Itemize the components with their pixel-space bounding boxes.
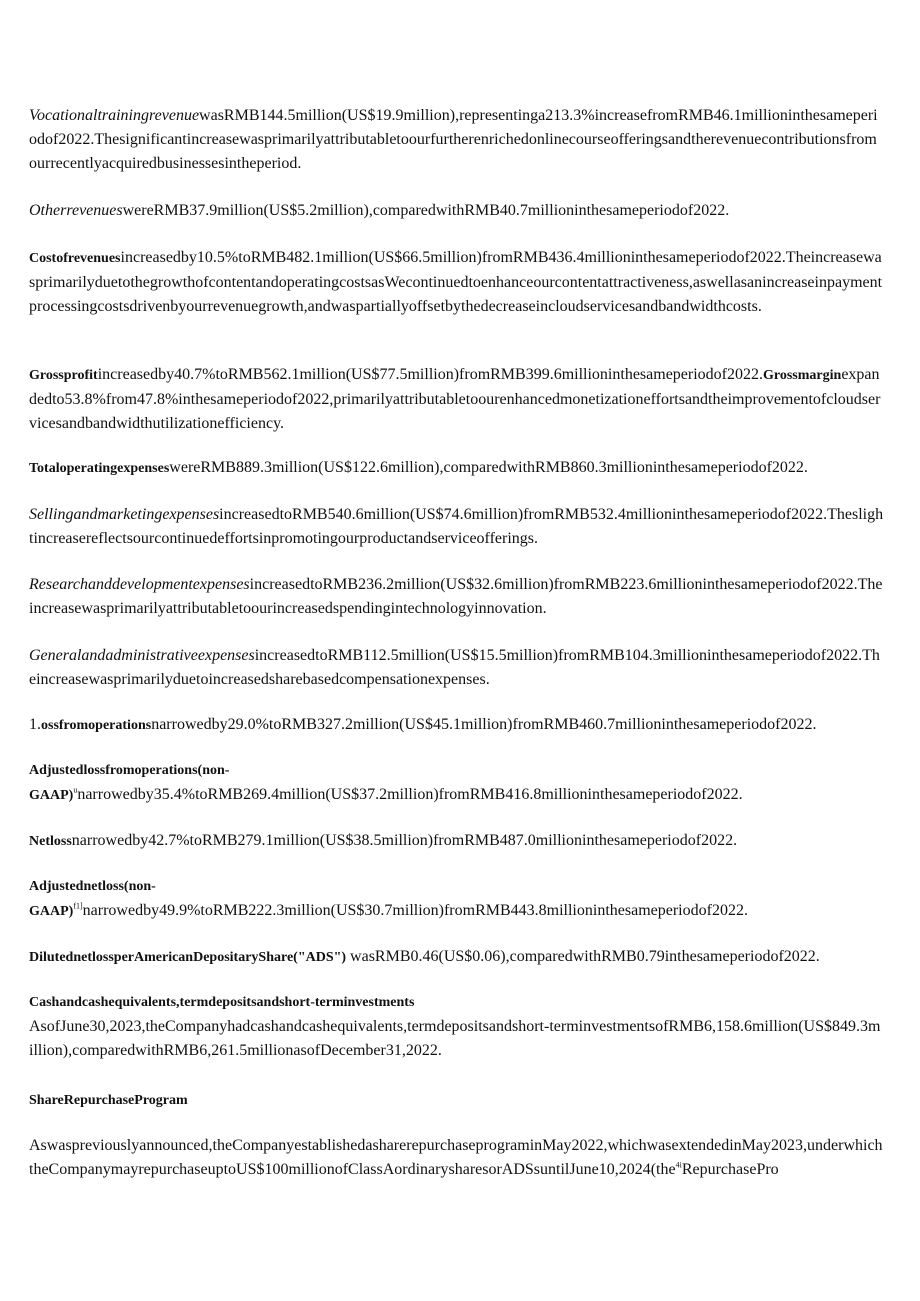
loss-from-operations-prefix: 1.: [29, 716, 41, 733]
adjusted-net-loss-body: narrowedby49.9%toRMB222.3million(US$30.7million)fromRMB443.8millioninthesameperiodof2022.: [82, 902, 748, 919]
selling-marketing-lead: Sellingandmarketingexpenses: [29, 506, 220, 523]
cash-paragraph: [29, 991, 884, 1063]
diluted-net-loss-lead: DilutednetlossperAmericanDepositaryShare("ADS"): [29, 950, 347, 965]
general-administrative-paragraph: [29, 644, 884, 692]
operating-expenses-body: wereRMB889.3million(US$122.6million),comparedwithRMB860.3millioninthesameperiodof2022.: [169, 459, 808, 476]
loss-from-operations-body: narrowedby29.0%toRMB327.2million(US$45.1million)fromRMB460.7millioninthesameperiodof2022.: [151, 716, 817, 733]
share-repurchase-body: Aswaspreviouslyannounced,theCompanyestablishedasharerepurchaseprograminMay2022,whichwasextendedinMay2023,underwhichtheCompanymayrepurchaseuptoUS$100millionofClassAordinarysharesorADSsuntilJune10,2024(the: [29, 1137, 883, 1178]
cost-of-revenues-lead: Costofrevenues: [29, 251, 121, 266]
adjusted-net-loss-lead: Adjustednetloss(non-: [29, 879, 156, 894]
net-loss-body: narrowedby42.7%toRMB279.1million(US$38.5million)fromRMB487.0millioninthesameperiodof2022.: [71, 832, 738, 849]
share-repurchase-paragraph: [29, 1134, 884, 1182]
vocational-training-lead: Vocationaltrainingrevenue: [29, 107, 200, 124]
share-repurchase-tail: RepurchasePro: [681, 1161, 779, 1178]
gross-profit-lead: Grossprofit: [29, 368, 98, 383]
gross-margin-body: expandedto53.8%from47.8%inthesameperiodof2022,primarilyattributabletoourenhancedmonetizationeffortsandtheimprovementofcloudservicesandbandwidthutilizationefficiency.: [29, 366, 881, 432]
vocational-training-paragraph: [29, 104, 884, 176]
adjusted-loss-operations-paragraph: [29, 759, 884, 808]
vocational-training-body: wasRMB144.5million(US$19.9million),representinga213.3%increasefromRMB46.1millioninthesameperiodof2022.Thesignificantincreasewasprimarilyattributabletoourfurtherenrichedonlinecourseofferingsandtherevenuecontributionsfromourrecentlyacquiredbusinessesintheperiod.: [29, 107, 878, 172]
selling-marketing-body: increasedtoRMB540.6million(US$74.6million)fromRMB532.4millioninthesameperiodof2022.Theslightincreasereflectsourcontinuedeffortsinpromotingourproductandserviceofferings.: [29, 506, 884, 547]
cash-heading: Cashandcashequivalents,termdepositsandshort-terminvestments: [29, 995, 415, 1010]
operating-expenses-paragraph: [29, 456, 884, 481]
gross-profit-paragraph: [29, 363, 884, 436]
loss-from-operations-paragraph: [29, 713, 884, 738]
other-revenues-body: wereRMB37.9million(US$5.2million),comparedwithRMB40.7millioninthesameperiodof2022.: [122, 202, 730, 219]
gross-profit-body: increasedby40.7%toRMB562.1million(US$77.5million)fromRMB399.6millioninthesameperiodof2022.: [97, 366, 763, 383]
adjusted-loss-operations-footnote: u: [73, 785, 78, 795]
loss-from-operations-lead: ossfromoperations: [41, 718, 152, 733]
diluted-net-loss-body: wasRMB0.46(US$0.06),comparedwithRMB0.79inthesameperiodof2022.: [346, 948, 820, 965]
general-administrative-body: increasedtoRMB112.5million(US$15.5million)fromRMB104.3millioninthesameperiodof2022.Theincreasewasprimarilyduetoincreasedsharebasedcompensationexpenses.: [29, 647, 880, 688]
adjusted-loss-operations-body: narrowedby35.4%toRMB269.4million(US$37.2million)fromRMB416.8millioninthesameperiodof2022.: [77, 786, 743, 803]
research-development-lead: Researchanddevelopmentexpenses: [29, 576, 250, 593]
cost-of-revenues-paragraph: [29, 246, 884, 319]
diluted-net-loss-paragraph: [29, 945, 884, 970]
research-development-body: increasedtoRMB236.2million(US$32.6million)fromRMB223.6millioninthesameperiodof2022.Theincreasewasprimarilyattributabletoourincreasedspendingintechnologyinnovation.: [29, 576, 883, 617]
adjusted-loss-operations-lead: Adjustedlossfromoperations(non-: [29, 763, 230, 778]
net-loss-lead: Netloss: [29, 834, 72, 849]
adjusted-net-loss-footnote: f1]: [73, 901, 83, 911]
general-administrative-lead: Generalandadministrativeexpenses: [29, 647, 255, 664]
share-repurchase-heading: [29, 1088, 884, 1113]
adjusted-loss-operations-gaap: GAAP): [29, 788, 74, 803]
other-revenues-lead: Otherrevenues: [29, 202, 123, 219]
research-development-paragraph: [29, 573, 884, 621]
adjusted-net-loss-paragraph: [29, 875, 884, 924]
operating-expenses-lead: Totaloperatingexpenses: [29, 461, 170, 476]
adjusted-net-loss-gaap: GAAP): [29, 904, 74, 919]
net-loss-paragraph: [29, 829, 884, 854]
selling-marketing-paragraph: [29, 503, 884, 551]
cost-of-revenues-body: increasedby10.5%toRMB482.1million(US$66.5million)fromRMB436.4millioninthesameperiodof2022.TheincreasewasprimarilyduetothegrowthofcontentandoperatingcostsasWecontinuedtoenhanceourcontentattractiveness,aswellasanincreaseinpaymentprocessingcostsdrivenbyourrevenuegrowth,andwaspartiallyoffsetbythedecreaseincloudservicesandbandwidthcosts.: [29, 249, 883, 315]
cash-body: AsofJune30,2023,theCompanyhadcashandcashequivalents,termdepositsandshort-terminvestmentsofRMB6,158.6million(US$849.3million),comparedwithRMB6,261.5millionasofDecember31,2022.: [29, 1018, 881, 1059]
gross-margin-lead: Grossmargin: [763, 368, 842, 383]
other-revenues-paragraph: [29, 199, 884, 223]
share-repurchase-footnote: 4i: [675, 1160, 682, 1170]
share-repurchase-heading-text: ShareRepurchaseProgram: [29, 1093, 188, 1108]
